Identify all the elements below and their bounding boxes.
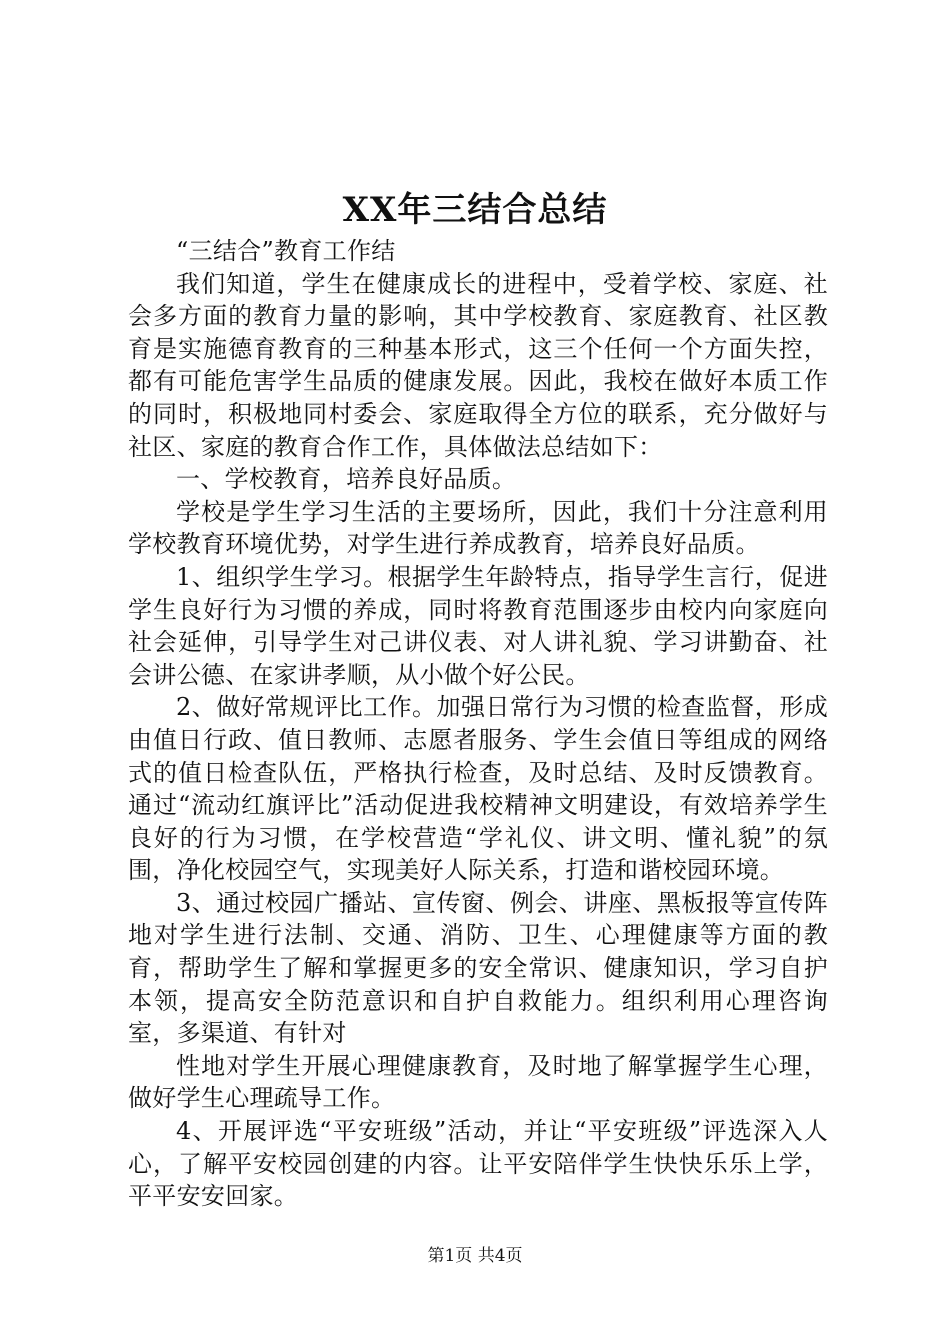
paragraph-subtitle: “三结合”教育工作结 [176, 237, 396, 265]
paragraph-item-4: 4、开展评选“平安班级”活动，并让“平安班级”评选深入人心，了解平安校园创建的内容。让平安陪伴学生快快乐乐上学，平平安安回家。 [128, 1117, 828, 1211]
page-number: 第1页 共4页 [427, 1246, 523, 1266]
paragraph-item-2: 2、做好常规评比工作。加强日常行为习惯的检查监督，形成由值日行政、值日教师、志愿者服务、学生会值日等组成的网络式的值日检查队伍，严格执行检查，及时总结、及时反馈教育。通过“流动红旗评比”活动促进我校精神文明建设，有效培养学生良好的行为习惯，在学校营造“学礼仪、讲文明、懂礼貌”的氛围，净化校园空气，实现美好人际关系，打造和谐校园环境。 [128, 693, 828, 885]
document-title: XX年三结合总结 [342, 190, 608, 230]
paragraph-intro: 我们知道，学生在健康成长的进程中，受着学校、家庭、社会多方面的教育力量的影响，其中学校教育、家庭教育、社区教育是实施德育教育的三种基本形式，这三个任何一个方面失控，都有可能危害学生品质的健康发展。因此，我校在做好本质工作的同时，积极地同村委会、家庭取得全方位的联系，充分做好与社区、家庭的教育合作工作，具体做法总结如下： [128, 269, 828, 461]
paragraph-section-heading: 一、学校教育，培养良好品质。 [176, 465, 517, 494]
paragraph-school-environment: 学校是学生学习生活的主要场所，因此，我们十分注意利用学校教育环境优势，对学生进行养成教育，培养良好品质。 [128, 497, 828, 559]
paragraph-item-3: 3、通过校园广播站、宣传窗、例会、讲座、黑板报等宣传阵地对学生进行法制、交通、消防、卫生、心理健康等方面的教育，帮助学生了解和掌握更多的安全常识、健康知识，学习自护本领，提高安全防范意识和自护自救能力。组织利用心理咨询室，多渠道、有针对 [128, 888, 828, 1048]
paragraph-item-3-continued: 性地对学生开展心理健康教育，及时地了解掌握学生心理，做好学生心理疏导工作。 [128, 1051, 828, 1113]
paragraph-item-1: 1、组织学生学习。根据学生年龄特点，指导学生言行，促进学生良好行为习惯的养成，同时将教育范围逐步由校内向家庭向社会延伸，引导学生对己讲仪表、对人讲礼貌、学习讲勤奋、社会讲公德、在家讲孝顺，从小做个好公民。 [128, 562, 828, 689]
document-body [128, 235, 828, 1213]
